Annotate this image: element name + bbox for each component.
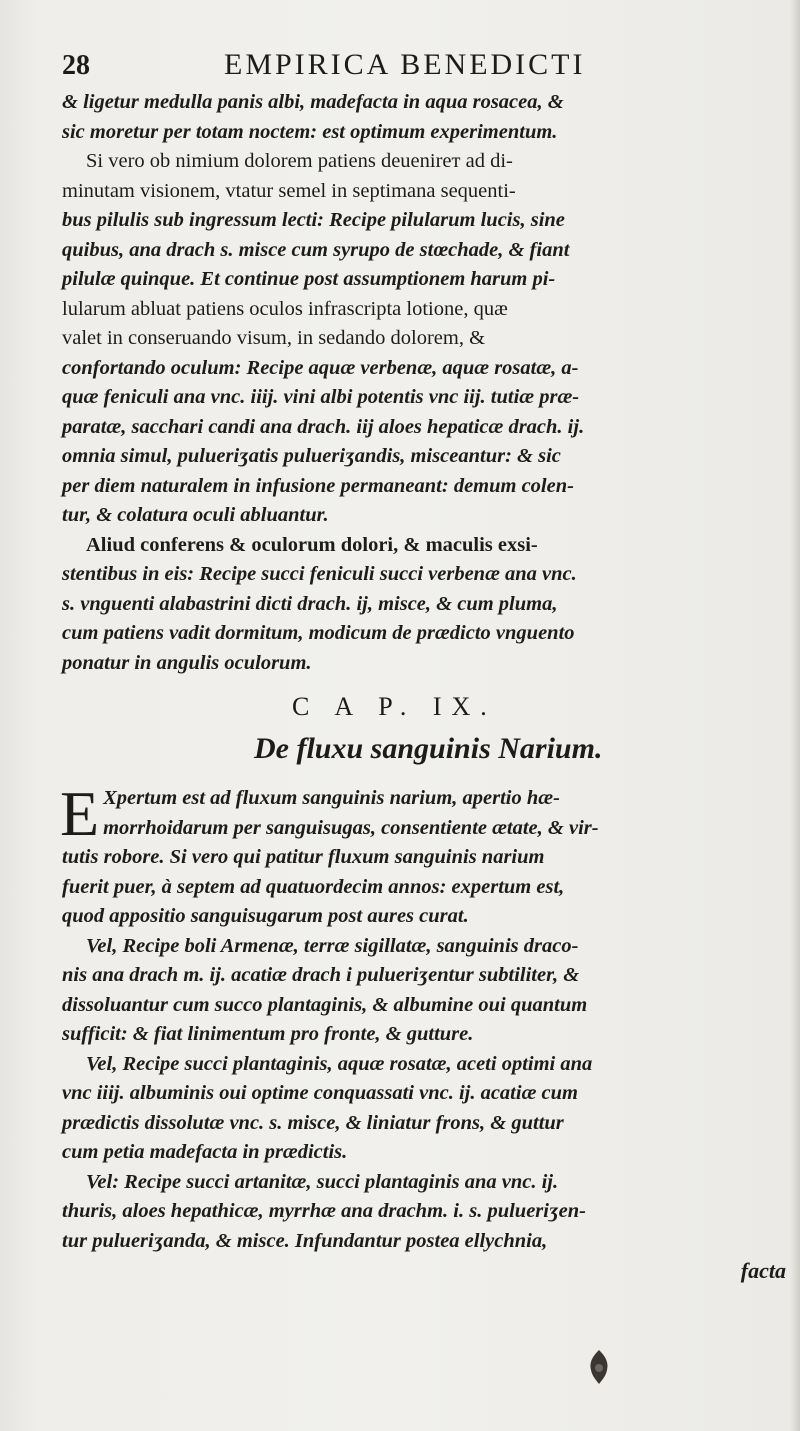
text-line: cum patiens vadit dormitum, modicum de prædicto vnguento	[62, 622, 575, 644]
text-line: morrhoidarum per sanguisugas, consentiente ætate, & vir-	[103, 816, 599, 839]
text-line: prædictis dissolutæ vnc. s. misce, & liniatur frons, & guttur	[62, 1111, 564, 1134]
chapter-title: De fluxu sanguinis Narium.	[254, 732, 603, 765]
running-head	[62, 44, 790, 84]
text-line: Si vero ob nimium dolorem patiens deuenirет ad di-	[86, 150, 513, 172]
text-line: minutam visionem, vtatur semel in septimana sequenti-	[62, 179, 516, 202]
text-line: valet in conseruando visum, in sedando dolorem, &	[62, 327, 486, 349]
paragraph-3	[60, 778, 790, 932]
text-line: omnia simul, pulueriʒatis pulueriʒandis, misceantur: & sic	[62, 445, 561, 467]
fleuron-ornament-icon	[583, 1348, 615, 1386]
text-line: tutis robore. Si vero qui patitur fluxum sanguinis narium	[62, 846, 545, 868]
text-line: confortando oculum: Recipe aquæ verbenæ, aquæ rosatæ, a-	[62, 356, 579, 379]
chapter-label: C A P. IX.	[292, 692, 497, 721]
text-line: lularum abluat patiens oculos infrascripta lotione, quæ	[62, 297, 508, 320]
text-line: & ligetur medulla panis albi, madefacta in aqua rosacea, &	[62, 91, 564, 113]
text-line: quibus, ana drach s. misce cum syrupo de stœchade, & fiant	[62, 238, 570, 261]
page-content	[62, 44, 790, 1284]
text-line: paratæ, sacchari candi ana drach. iij aloes hepaticæ drach. ij.	[62, 415, 585, 438]
text-line: Xpertum est ad fluxum sanguinis narium, apertio hæ-	[103, 787, 560, 809]
text-line: Vel, Recipe boli Armenæ, terræ sigillatæ, sanguinis draco-	[86, 934, 579, 957]
text-line: sufficit: & fiat linimentum pro fronte, & gutture.	[62, 1023, 474, 1045]
text-line: thuris, aloes hepathicæ, myrrhæ ana drachm. i. s. pulueriʒen-	[62, 1200, 586, 1222]
text-line: per diem naturalem in infusione permaneant: demum colen-	[62, 474, 574, 497]
text-line: s. vnguenti alabastrini dicti drach. ij, misce, & cum pluma,	[62, 592, 558, 615]
text-line: quod appositio sanguisugarum post aures curat.	[62, 905, 469, 927]
text-line: Aliud conferens & oculorum dolori, & maculis exsi-	[86, 533, 538, 556]
page-number: 28	[62, 50, 90, 81]
text-line: tur pulueriʒanda, & misce. Infundantur postea ellychnia,	[62, 1229, 548, 1252]
drop-cap: E	[60, 778, 100, 849]
paragraph-5	[62, 1050, 790, 1168]
text-line: fuerit puer, à septem ad quatuordecim annos: expertum est,	[62, 875, 565, 898]
paragraph-2	[62, 531, 790, 679]
text-line: quæ feniculi ana vnc. iiij. vini albi potentis vnc iij. tutiæ præ-	[62, 386, 580, 408]
paragraph-4	[62, 932, 790, 1050]
text-line: Vel, Recipe succi plantaginis, aquæ rosatæ, aceti optimi ana	[86, 1052, 593, 1075]
paragraph-1	[62, 88, 790, 531]
text-line: nis ana drach m. ij. acatiæ drach i pulueriʒentur subtiliter, &	[62, 964, 580, 986]
running-title: EMPIRICA BENEDICTI	[224, 48, 586, 81]
text-line: bus pilulis sub ingressum lecti: Recipe pilularum lucis, sine	[62, 209, 565, 231]
text-line: sic moretur per totam noctem: est optimum experimentum.	[62, 120, 558, 143]
text-line: pilulæ quinque. Et continue post assumptionem harum pi-	[62, 268, 556, 290]
text-line: stentibus in eis: Recipe succi feniculi succi verbenæ ana vnc.	[62, 563, 577, 585]
text-line: vnc iiij. albuminis oui optime conquassati vnc. ij. acatiæ cum	[62, 1082, 578, 1104]
text-line: cum petia madefacta in prædictis.	[62, 1141, 348, 1163]
paragraph-6	[62, 1168, 790, 1257]
catchword: facta	[740, 1258, 786, 1283]
text-line: tur, & colatura oculi abluantur.	[62, 504, 329, 526]
text-line: ponatur in angulis oculorum.	[62, 651, 312, 674]
text-line: Vel: Recipe succi artanitæ, succi plantaginis ana vnc. ij.	[86, 1170, 559, 1193]
text-line: dissoluantur cum succo plantaginis, & albumine oui quantum	[62, 993, 588, 1016]
